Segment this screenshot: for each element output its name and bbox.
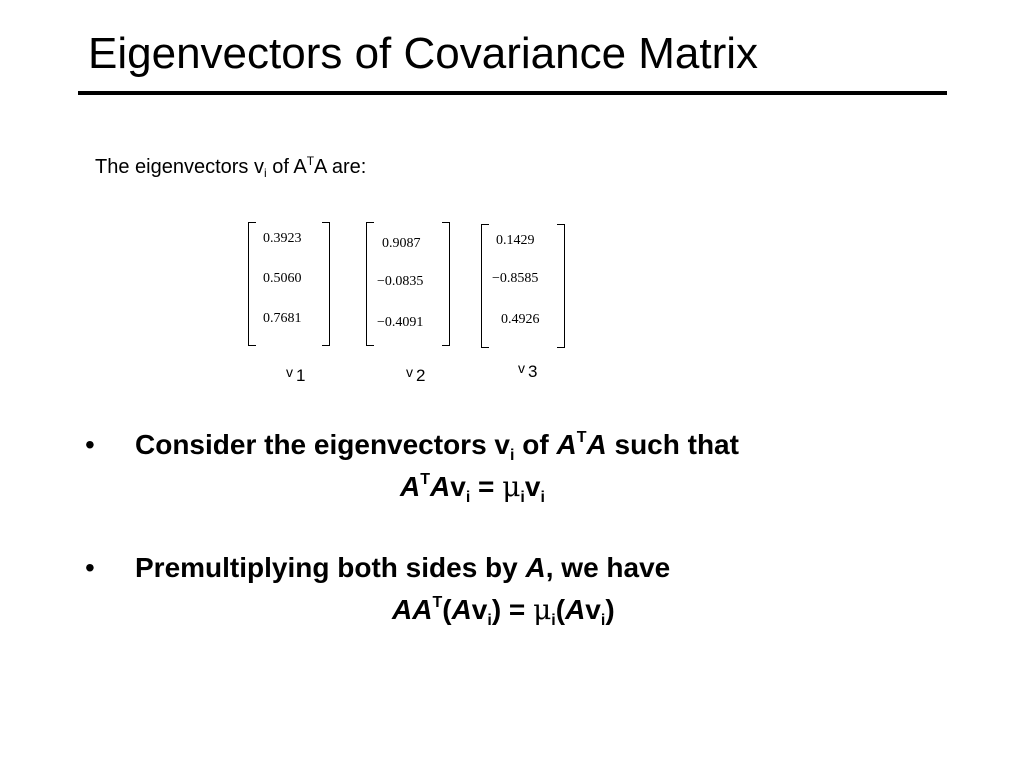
eigenvector-v1-matrix [248,222,330,346]
title-underline [78,91,947,95]
matrix-entry: 0.5060 [263,271,302,286]
intro-text: The eigenvectors $v_i$ of $A^TA$ are: [95,154,367,180]
bullet-text: Consider the eigenvectors $v_i$ of $A^TA$ such that [135,429,739,464]
premultiplied-equation: $AA^T(Av_i) = \mu_i(Av_i)$ [392,593,615,629]
matrix-entry: −0.4091 [377,315,424,330]
right-bracket [557,224,565,348]
right-bracket [322,222,330,346]
eigen-equation: $A^TAv_i = \mu_iv_i$ [400,470,545,506]
matrix-entry: −0.8585 [492,271,539,286]
matrix-entry: 0.3923 [263,231,302,246]
right-bracket [442,222,450,346]
eigenvector-v3-label: v 3 [518,360,538,381]
eigenvector-v3-matrix [481,224,565,348]
bullet-text: Premultiplying both sides by A, we have [135,552,671,583]
left-bracket [366,222,374,346]
matrix-entry: 0.9087 [382,236,421,251]
bullet-marker: • [85,552,95,583]
eigenvector-v2-label: v 2 [406,364,426,385]
left-bracket [248,222,256,346]
left-bracket [481,224,489,348]
matrix-entry: −0.0835 [377,274,424,289]
matrix-entry: 0.1429 [496,233,535,248]
matrix-entry: 0.7681 [263,311,302,326]
bullet-marker: • [85,429,95,460]
slide-title: Eigenvectors of Covariance Matrix [88,29,759,78]
eigenvector-v2-matrix [366,222,450,346]
eigenvector-v1-label: v 1 [286,364,306,385]
matrix-entry: 0.4926 [501,312,540,327]
